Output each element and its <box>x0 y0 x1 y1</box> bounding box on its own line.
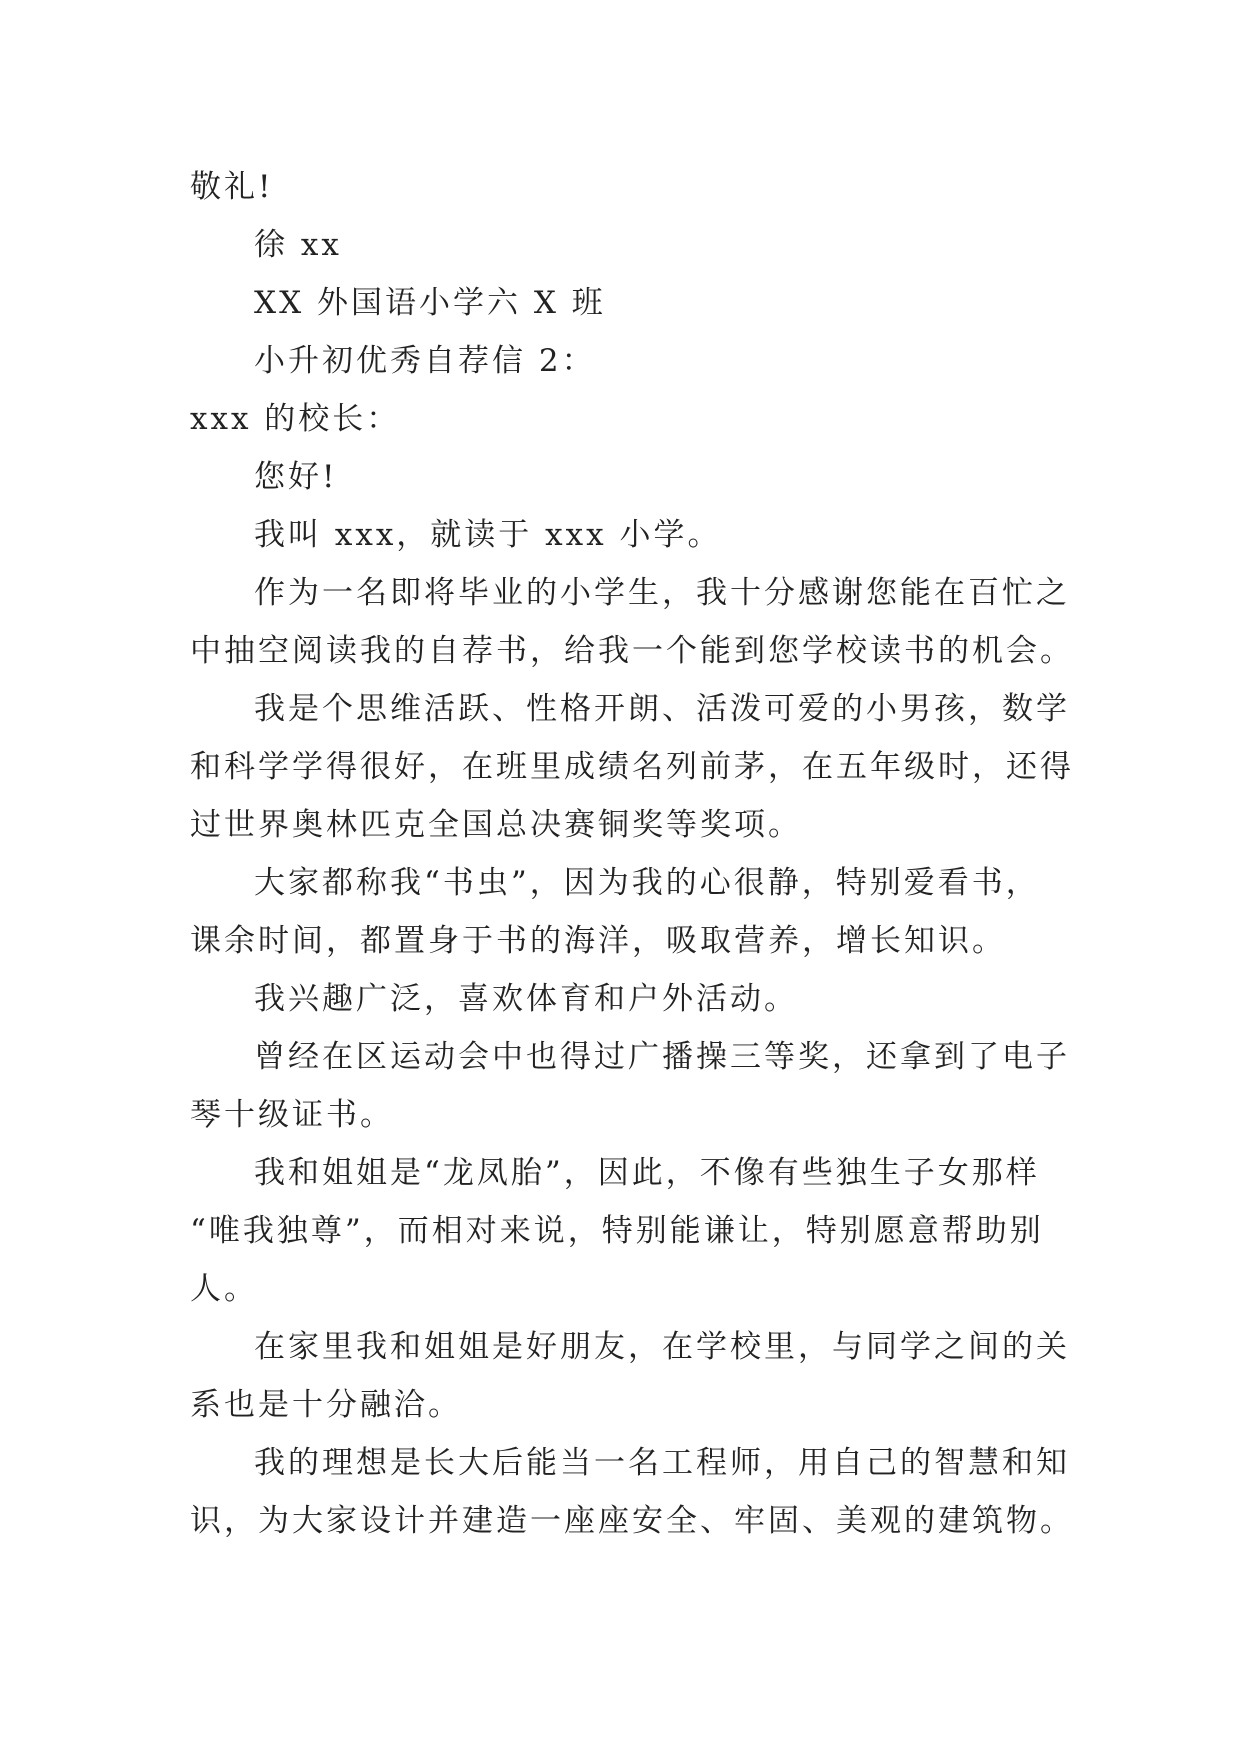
text-line: 我兴趣广泛，喜欢体育和户外活动。 <box>254 981 798 1017</box>
text-line: 和科学学得很好，在班里成绩名列前茅，在五年级时，还得 <box>190 749 1074 785</box>
text-line: “唯我独尊”，而相对来说，特别能谦让，特别愿意帮助别 <box>190 1213 1044 1249</box>
text-line: 大家都称我“书虫”，因为我的心很静，特别爱看书， <box>254 865 1040 901</box>
text-line: 我和姐姐是“龙凤胎”，因此，不像有些独生子女那样 <box>254 1155 1040 1191</box>
text-line: 我是个思维活跃、性格开朗、活泼可爱的小男孩，数学 <box>254 691 1070 727</box>
text-line: 课余时间，都置身于书的海洋，吸取营养，增长知识。 <box>190 923 1006 959</box>
text-line: xxx 的校长： <box>190 401 401 437</box>
text-line: 琴十级证书。 <box>190 1097 394 1133</box>
text-line: 识，为大家设计并建造一座座安全、牢固、美观的建筑物。 <box>190 1503 1074 1539</box>
text-line: 我叫 xxx，就读于 xxx 小学。 <box>254 517 722 553</box>
document-body <box>190 158 1074 1550</box>
text-line: XX 外国语小学六 X 班 <box>254 285 606 321</box>
text-line: 系也是十分融洽。 <box>190 1387 462 1423</box>
text-line: 徐 xx <box>254 227 342 263</box>
text-line: 在家里我和姐姐是好朋友，在学校里，与同学之间的关 <box>254 1329 1070 1365</box>
text-line: 小升初优秀自荐信 2： <box>254 343 596 379</box>
text-line: 您好! <box>254 459 338 495</box>
text-line: 过世界奥林匹克全国总决赛铜奖等奖项。 <box>190 807 802 843</box>
text-line: 我的理想是长大后能当一名工程师，用自己的智慧和知 <box>254 1445 1070 1481</box>
text-line: 作为一名即将毕业的小学生，我十分感谢您能在百忙之 <box>254 575 1070 611</box>
text-line: 中抽空阅读我的自荐书，给我一个能到您学校读书的机会。 <box>190 633 1074 669</box>
text-line: 曾经在区运动会中也得过广播操三等奖，还拿到了电子 <box>254 1039 1070 1075</box>
text-line: 人。 <box>190 1271 258 1307</box>
text-line: 敬礼! <box>190 169 274 205</box>
